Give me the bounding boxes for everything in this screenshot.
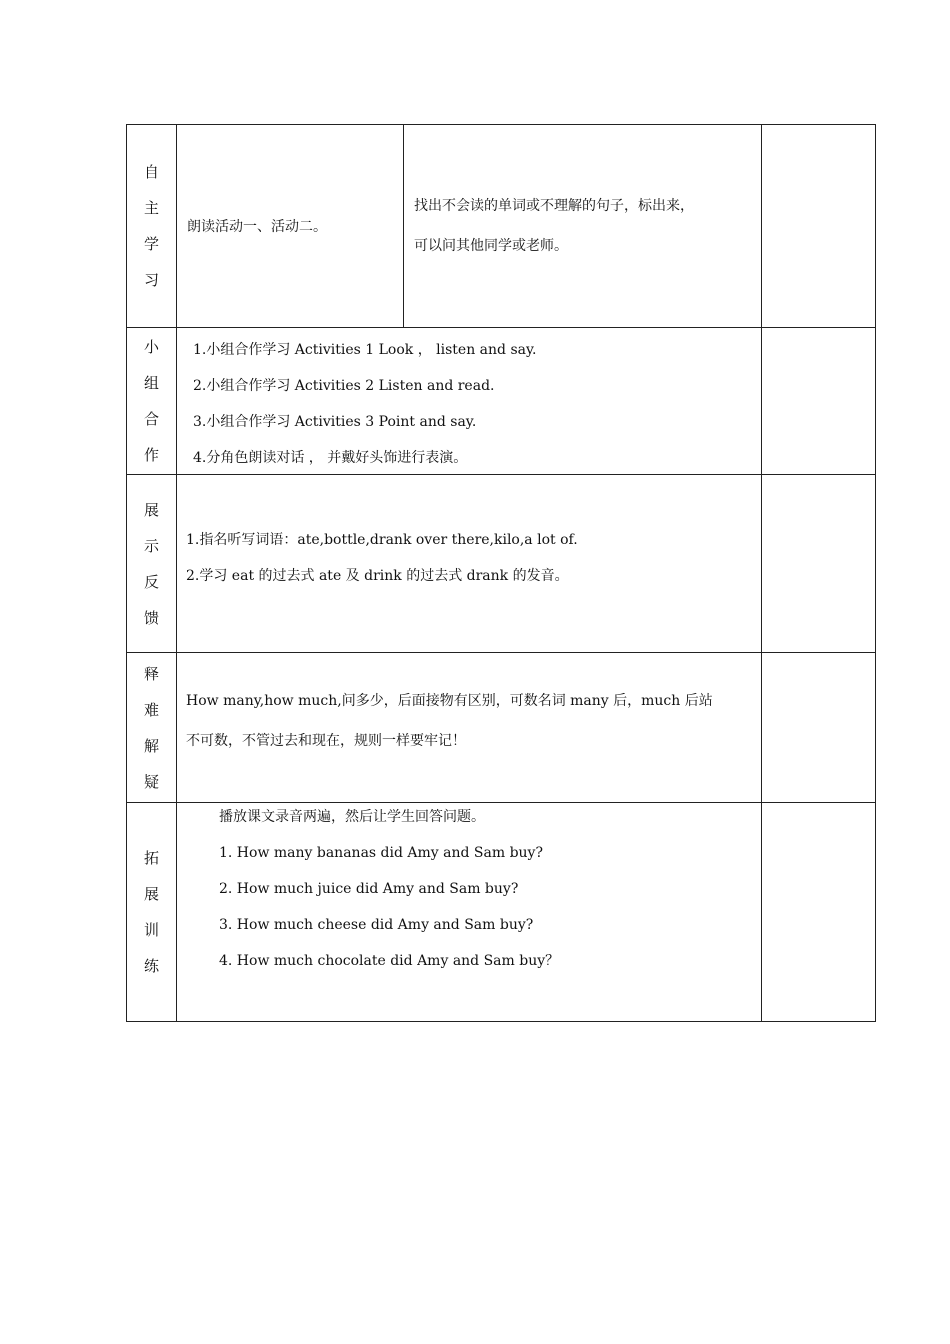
table-row-group-work — [127, 328, 875, 475]
label-char: 自 — [143, 163, 159, 181]
content-line: 3.小组合作学习 Activities 3 Point and say. — [193, 414, 477, 430]
table-row-presentation — [127, 475, 875, 653]
label-char: 释 — [143, 664, 159, 683]
label-char: 组 — [143, 374, 159, 392]
label-char: 习 — [143, 271, 159, 289]
content-line: 播放课文录音两遍，然后让学生回答问题。 — [219, 809, 485, 825]
content-line: 4.分角色朗读对话 ， 并戴好头饰进行表演。 — [193, 450, 468, 466]
content-line: 4. How much chocolate did Amy and Sam buy？ — [219, 953, 560, 969]
row-label — [127, 475, 177, 652]
label-char: 馈 — [143, 608, 159, 627]
label-char: 反 — [143, 572, 159, 591]
label-char: 解 — [143, 736, 159, 755]
notes-cell — [762, 653, 875, 802]
content-line: 3. How much cheese did Amy and Sam buy? — [219, 917, 534, 933]
content-line: 1.小组合作学习 Activities 1 Look ， listen and say. — [193, 342, 537, 358]
table-row-extension — [127, 803, 875, 1021]
notes-cell — [762, 803, 875, 1021]
label-char: 难 — [143, 700, 159, 719]
table-row-self-study — [127, 125, 875, 328]
content-line: 2.学习 eat 的过去式 ate 及 drink 的过去式 drank 的发音。 — [186, 568, 569, 584]
label-char: 疑 — [143, 772, 159, 791]
row-label — [127, 653, 177, 802]
label-char: 拓 — [143, 849, 159, 867]
activity-cell — [177, 125, 404, 327]
row-content — [177, 125, 762, 327]
label-char: 训 — [143, 921, 159, 939]
row-content — [177, 653, 762, 802]
label-char: 示 — [143, 536, 159, 555]
content-line: How many,how much,问多少，后面接物有区别，可数名词 many 后，much 后站 — [186, 693, 713, 709]
content-line: 1.指名听写词语：ate,bottle,drank over there,kilo,a lot of. — [186, 532, 578, 548]
label-char: 作 — [143, 446, 159, 464]
content-line: 2.小组合作学习 Activities 2 Listen and read. — [193, 378, 495, 394]
row-label — [127, 125, 177, 327]
content-line: 2. How much juice did Amy and Sam buy? — [219, 881, 519, 897]
row-content — [177, 803, 762, 1021]
row-label — [127, 328, 177, 474]
notes-cell — [762, 328, 875, 474]
row-content — [177, 475, 762, 652]
row-content — [177, 328, 762, 474]
label-char: 主 — [143, 199, 159, 217]
table-row-difficulties — [127, 653, 875, 803]
label-char: 展 — [143, 885, 159, 903]
label-char: 合 — [143, 410, 159, 428]
content-line: 不可数，不管过去和现在，规则一样要牢记！ — [186, 733, 466, 749]
row-label — [127, 803, 177, 1021]
method-line: 找出不会读的单词或不理解的句子，标出来， — [414, 198, 694, 214]
label-char: 展 — [143, 500, 159, 519]
notes-cell — [762, 125, 875, 327]
content-line: 1. How many bananas did Amy and Sam buy? — [219, 845, 543, 861]
label-char: 练 — [143, 957, 159, 975]
lesson-table — [126, 124, 876, 1022]
activity-text: 朗读活动一、活动二。 — [187, 219, 327, 235]
method-cell — [404, 125, 761, 327]
method-line: 可以问其他同学或老师。 — [414, 238, 568, 254]
label-char: 学 — [143, 235, 159, 253]
label-char: 小 — [143, 338, 159, 356]
notes-cell — [762, 475, 875, 652]
